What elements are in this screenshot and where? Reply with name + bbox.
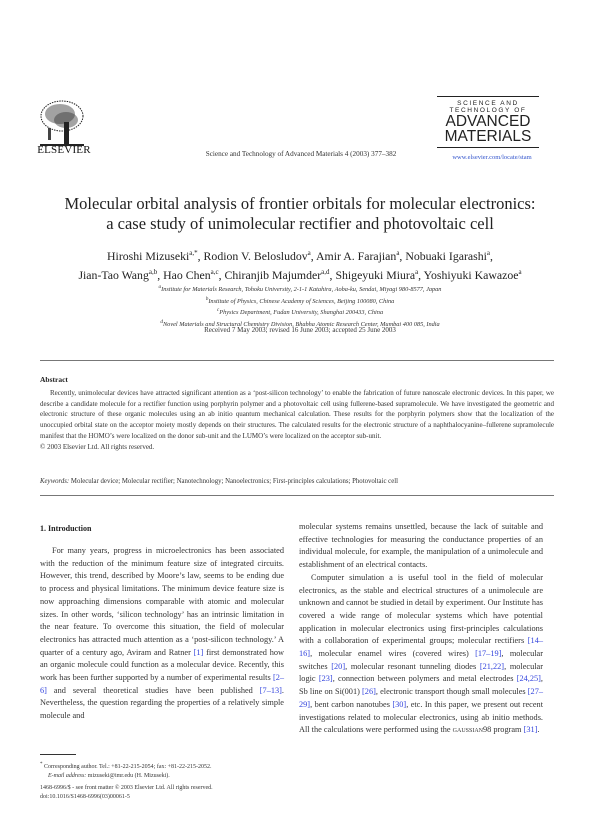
column-left xyxy=(40,545,284,723)
doi-link[interactable]: doi:10.1016/S1468-6996(03)00061-5 xyxy=(40,794,130,800)
author-affil-sup: a,* xyxy=(189,249,198,257)
section-heading-introduction: 1. Introduction xyxy=(40,524,92,533)
keywords xyxy=(40,478,554,485)
issn-line: 1468-6996/$ - see front matter © 2003 Elsevier Ltd. All rights reserved. xyxy=(40,785,213,791)
column-right xyxy=(299,521,543,737)
abstract-body xyxy=(40,388,554,452)
affiliations xyxy=(40,283,560,329)
elsevier-tree-logo xyxy=(38,98,86,150)
author-affil-sup: a xyxy=(415,267,419,276)
abstract-text: Recently, unimolecular devices have attracted significant attention as a ‘post-silicon technology’ to enable the fabrication of future nanoscale electronic devices. In this paper, we describe a candidate molecule for a rectifier function using porphyrin polymer and a photovoltaic cell using fullerene-based supramolecule. We have investigated the geometric and electronic structure of these organic molecules using an ab initio quantum mechanical calculation. These results for the porphyrin polymers show that the localization of the unoccupied orbital state on the acceptor moiety mostly depends on their structures. The calculated results for the electronic structure of a naphthalocyanine–fullerene supramolecule manifest that the HOMO’s were localized on the donor sub-unit and the LUMO’s were localized on the acceptor sub-unit. xyxy=(40,389,554,440)
journal-logo-line2: TECHNOLOGY OF xyxy=(449,107,527,114)
author-list: Hiroshi Mizuseki$^{a,*}$, Rodion V. Belosludov$^a$, Amir A. Farajian$^a$, Nobuaki Igarashi$^a$, Jian-Tao Wang$^{a,b}$, Hao Chen$^{a,c}$, Chiranjib Majumder$^{a,d}$, Shigeyuki Miura$^a$, Yoshiyuki Kawazoe$^a$ xyxy=(78,248,522,282)
keywords-label: Keywords: xyxy=(40,478,70,485)
text-run: , molecular switches xyxy=(299,649,543,671)
text-run: , Sb line on Si(001) xyxy=(299,674,543,697)
author-affil-sup: a xyxy=(307,249,311,257)
author-name: Amir A. Farajian xyxy=(316,248,397,263)
received-dates: Received 7 May 2003; revised 16 June 2003; accepted 25 June 2003 xyxy=(204,326,396,334)
journal-url-link[interactable]: www.elsevier.com/locate/stam xyxy=(452,154,532,161)
email-link[interactable]: mizuseki@imr.edu (H. Mizuseki). xyxy=(87,773,170,779)
footnote xyxy=(40,760,290,781)
text-run: , molecular resonant tunneling diodes xyxy=(345,661,480,671)
citation-link[interactable]: [2–6] xyxy=(40,673,284,695)
text-run: , bent carbon nanotubes xyxy=(310,699,393,709)
author-name: Yoshiyuki Kawazoe xyxy=(423,267,519,282)
author-affil-sup: a xyxy=(486,249,491,257)
footnote-marker: * xyxy=(40,762,43,767)
author-affil-sup: a,b xyxy=(148,267,158,276)
journal-logo-line1: SCIENCE AND xyxy=(457,100,519,107)
program-name: gaussian98 xyxy=(452,725,492,735)
title-line-1: Molecular orbital analysis of frontier orbitals for molecular electronics: xyxy=(64,194,536,213)
text-run: , connection between polymers and metal electrodes xyxy=(332,674,517,684)
journal-logo-line4: MATERIALS xyxy=(444,128,532,145)
journal-logo xyxy=(437,96,539,148)
divider-bottom xyxy=(40,495,554,496)
affiliation: Physics Department, Fudan University, Shanghai 200433, China xyxy=(219,309,384,317)
abstract-copyright: © 2003 Elsevier Ltd. All rights reserved. xyxy=(40,442,155,451)
citation-link[interactable]: [27–29] xyxy=(299,687,543,709)
paragraph xyxy=(40,545,284,723)
issn-info xyxy=(40,784,290,802)
text-run: and several theoretical studies have been published xyxy=(46,685,260,695)
author-affil-sup: a,c xyxy=(210,267,219,276)
author-name: Jian-Tao Wang xyxy=(78,267,149,282)
affil-marker: a xyxy=(158,284,162,290)
affil-marker: c xyxy=(216,307,220,314)
text-run: . xyxy=(537,725,540,735)
article-title xyxy=(30,194,570,234)
abstract-heading: Abstract xyxy=(40,375,68,384)
author-name: Shigeyuki Miura xyxy=(335,267,416,282)
citation-link[interactable]: [21,22] xyxy=(479,661,505,671)
publisher-name: ELSEVIER xyxy=(37,144,91,156)
footnote-text: Corresponding author. Tel.: +81-22-215-2054; fax: +81-22-215-2052. xyxy=(44,764,212,770)
author-name: Hao Chen xyxy=(163,267,211,282)
affil-marker: d xyxy=(160,318,163,325)
affil-marker: b xyxy=(205,295,209,302)
text-run: , electronic transport though small molecules xyxy=(375,687,528,697)
journal-logo-line3: ADVANCED xyxy=(445,113,531,130)
citation-link[interactable]: [14–16] xyxy=(299,636,543,659)
text-run: first demonstrated how an organic molecule could function as a molecular device. Recently, this work has been further supported by a number of experimental results xyxy=(40,647,284,683)
citation-link[interactable]: [31] xyxy=(523,725,538,735)
journal-citation: Science and Technology of Advanced Materials 4 (2003) 377–382 xyxy=(205,150,397,158)
author-name: Rodion V. Belosludov xyxy=(203,248,308,263)
citation-link[interactable]: [1] xyxy=(193,647,204,657)
affiliation: Institute for Materials Research, Tohoku University, 2-1-1 Katahira, Aoba-ku, Sendai, Miyagi 980-8577, Japan xyxy=(161,286,442,294)
author-affil-sup: a xyxy=(518,267,522,276)
divider-top xyxy=(40,360,554,361)
text-run: , molecular logic xyxy=(299,661,543,684)
footnote-rule xyxy=(40,754,76,755)
text-run: , molecular enamel wires (covered wires) xyxy=(310,649,476,659)
author-name: Nobuaki Igarashi xyxy=(405,248,487,263)
author-name: Chiranjib Majumder xyxy=(224,267,322,282)
keywords-list: Molecular device; Molecular rectifier; Nanotechnology; Nanoelectronics; First-principles calculations; Photovoltaic cell xyxy=(70,478,398,485)
citation-link[interactable]: [17–19] xyxy=(475,649,502,659)
citation-link[interactable]: [23] xyxy=(318,674,333,684)
email-label: E-mail address: xyxy=(48,773,87,779)
citation-link[interactable]: [30] xyxy=(392,699,407,709)
paragraph: molecular systems remains unsettled, because the lack of suitable and effective technologies for measuring the conductance properties of an individual molecule, for example, the manipulation of a unimolecule and establishment of an electrical contacts. xyxy=(299,522,543,570)
text-run: . Nevertheless, the question regarding the properties of a relatively simple molecule and xyxy=(40,685,284,721)
text-run: For many years, progress in microelectronics has been associated with the reduction of the minimum feature size of integrated circuits. However, this trend, described by Moore’s law, seems to be ending due to process and physical limitations. The minimum device feature size is now approaching dimensions comparable with atomic and molecular sizes. In other words, ‘silicon technology’ has an intrinsic limitation in the near feature. To overcome this situation, the field of molecular electronics has attracted much attention as a ‘post-silicon technology.’ A quarter of a century ago, Aviram and Ratner xyxy=(40,546,284,657)
citation-link[interactable]: [26] xyxy=(362,687,376,697)
citation-link[interactable]: [24,25] xyxy=(516,674,541,684)
citation-link[interactable]: [20] xyxy=(331,661,346,671)
text-run: Computer simulation a is useful tool in the field of molecular electronics, as the stable and electrical structures of a unimolecule are unknown and cannot be studied in detail by experiment. Our Institute has covered a wide range of molecular systems which have potential application in molecular electronics using first-principles calculations with a collaboration of experimental groups; molecular rectifiers xyxy=(299,572,543,646)
author-name: Hiroshi Mizuseki xyxy=(107,248,190,263)
author-affil-sup: a,d xyxy=(321,267,330,276)
author-affil-sup: a xyxy=(396,249,400,257)
citation-link[interactable]: [7–13] xyxy=(259,685,282,695)
text-run: , etc. In this paper, we present out recent investigations related to molecular electronics, using ab initio methods. All the calculations were performed using the xyxy=(299,699,543,735)
paragraph xyxy=(299,572,543,737)
affiliation: Novel Materials and Structural Chemistry Division, Bhabha Atomic Research Center, Mumbai 400 085, India xyxy=(162,320,440,328)
title-line-2: a case study of unimolecular rectifier and photovoltaic cell xyxy=(106,214,494,233)
text-run: program xyxy=(491,725,524,735)
affiliation: Institute of Physics, Chinese Academy of Sciences, Beijing 100080, China xyxy=(208,297,395,305)
